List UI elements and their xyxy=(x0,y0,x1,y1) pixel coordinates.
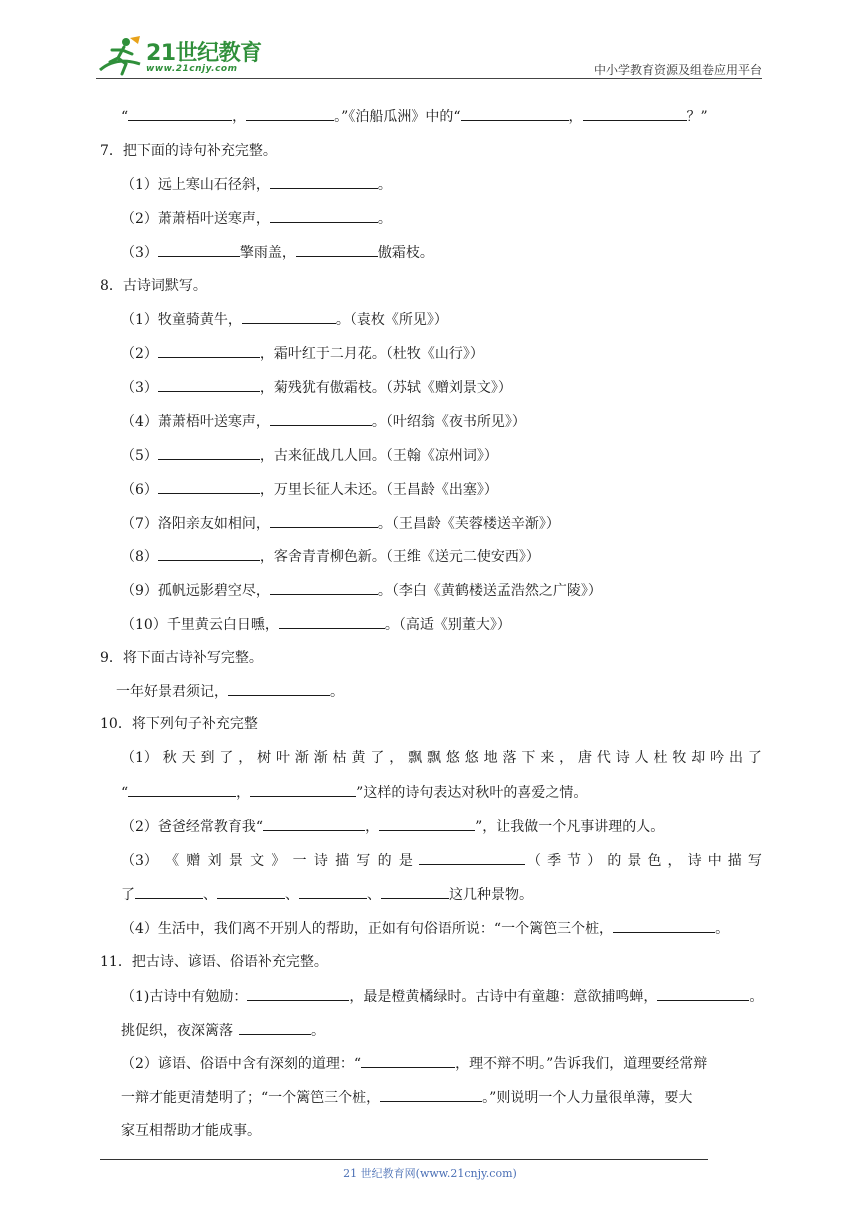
item-source: 。（李白《黄鹤楼送孟浩然之广陵》） xyxy=(377,583,602,599)
footer-text: 21 世纪教育网(www.21cnjy.com) xyxy=(343,1167,517,1180)
item-source: ，霜叶红于二月花。（杜牧《山行》） xyxy=(259,346,484,362)
q8-item-5 xyxy=(121,445,498,466)
q10-s3-line1 xyxy=(121,850,762,871)
item-text: （10）千里黄云白日曛， xyxy=(121,617,279,633)
answer-blank[interactable] xyxy=(263,816,365,831)
answer-blank[interactable] xyxy=(135,884,203,899)
item-text: （1）牧童骑黄牛， xyxy=(121,312,242,328)
item-text: （2）爸爸经常教育我“ xyxy=(121,819,264,835)
char: 渐 xyxy=(313,750,328,766)
question-10-title: 10．将下列句子补充完整 xyxy=(100,716,258,732)
source-text: 。”《泊船瓜洲》中的“ xyxy=(334,109,461,125)
char: 地 xyxy=(483,750,498,766)
logo xyxy=(96,34,266,78)
char: 了 xyxy=(370,750,385,766)
char: 人 xyxy=(634,750,649,766)
item-source: 。（高适《别董大》） xyxy=(384,617,511,633)
char: 黄 xyxy=(351,750,366,766)
char: 赠 xyxy=(186,853,201,869)
char: 了 xyxy=(219,750,234,766)
logo-url: www.21cnjy.com xyxy=(146,64,238,74)
item-text: 了 xyxy=(121,887,135,903)
char: 飘 xyxy=(408,750,423,766)
char: 天 xyxy=(181,750,196,766)
separator: 、 xyxy=(203,887,217,903)
char: 杜 xyxy=(653,750,668,766)
q8-item-9 xyxy=(121,580,602,601)
answer-blank[interactable] xyxy=(247,986,349,1001)
answer-blank[interactable] xyxy=(128,106,232,121)
answer-blank[interactable] xyxy=(239,1020,311,1035)
item-source: ，万里长征人未还。（王昌龄《出塞》） xyxy=(259,482,498,498)
char: 落 xyxy=(502,750,517,766)
period: 。 xyxy=(330,684,344,700)
item-text: （7）洛阳亲友如相问， xyxy=(121,516,270,532)
char: 了 xyxy=(747,750,762,766)
answer-blank[interactable] xyxy=(242,309,336,324)
item-source: 。（叶绍翁《夜书所见》） xyxy=(371,414,526,430)
char: ） xyxy=(587,853,602,869)
item-text: （2）萧萧梧叶送寒声， xyxy=(121,211,270,227)
period: 。 xyxy=(377,211,392,227)
char: （3） xyxy=(121,853,158,869)
q11-a-line2 xyxy=(121,1020,325,1041)
q10-s1-line2 xyxy=(121,782,587,803)
char: 代 xyxy=(596,750,611,766)
char: 诗 xyxy=(313,853,328,869)
question-9-title: 9．将下面古诗补写完整。 xyxy=(100,650,263,666)
char: 飘 xyxy=(427,750,442,766)
item-text: 这几种景物。 xyxy=(449,887,533,903)
answer-blank[interactable] xyxy=(246,106,334,121)
item-text: 傲霜枝。 xyxy=(377,245,434,261)
q8-item-1 xyxy=(121,309,448,330)
q10-s3-line2 xyxy=(121,884,533,905)
char: ， xyxy=(238,750,253,766)
comma: ， xyxy=(236,785,251,801)
char: 色 xyxy=(647,853,662,869)
answer-blank[interactable] xyxy=(158,479,260,494)
answer-blank[interactable] xyxy=(270,513,378,528)
item-text: 。”则说明一个人力量很单薄，要大 xyxy=(482,1090,693,1106)
item-text: 挑促织，夜深篱落 xyxy=(121,1023,233,1039)
item-source: ，客舍青青柳色新。（王维《送元二使安西》） xyxy=(259,549,540,565)
quote-open: “ xyxy=(121,109,129,125)
item-text: （5） xyxy=(121,448,158,464)
char: 写 xyxy=(747,853,762,869)
char: 唐 xyxy=(578,750,593,766)
char: 描 xyxy=(335,853,350,869)
item-text: （1)古诗中有勉励： xyxy=(121,989,248,1005)
answer-blank[interactable] xyxy=(361,1053,455,1068)
item-text: ，理不辩不明。”告诉我们，道理要经常辩 xyxy=(455,1056,708,1072)
q8-item-10 xyxy=(121,614,511,635)
item-text: （6） xyxy=(121,482,158,498)
char: ， xyxy=(667,853,682,869)
q8-item-2 xyxy=(121,343,484,364)
q8-item-8 xyxy=(121,546,540,567)
char: 描 xyxy=(727,853,742,869)
answer-blank[interactable] xyxy=(158,445,260,460)
char: 诗 xyxy=(687,853,702,869)
answer-blank[interactable] xyxy=(583,106,687,121)
item-text: （1）远上寒山石径斜， xyxy=(121,177,270,193)
q10-s3-part-a xyxy=(121,851,413,871)
q11-a-line1 xyxy=(121,986,763,1007)
answer-blank[interactable] xyxy=(158,343,260,358)
q10-s1-line1 xyxy=(121,748,762,768)
item-text: ”这样的诗句表达对秋叶的喜爱之情。 xyxy=(356,785,588,801)
char: 下 xyxy=(521,750,536,766)
item-text: （8） xyxy=(121,549,158,565)
separator: 、 xyxy=(367,887,381,903)
q8-item-7 xyxy=(121,513,560,534)
separator: 、 xyxy=(285,887,299,903)
char: 文 xyxy=(250,853,265,869)
char: 秋 xyxy=(162,750,177,766)
q8-item-6 xyxy=(121,479,498,500)
item-source: ，古来征战几人回。（王翰《凉州词》） xyxy=(259,448,498,464)
answer-blank[interactable] xyxy=(461,106,569,121)
char: 诗 xyxy=(615,750,630,766)
char: 《 xyxy=(165,853,180,869)
item-text: （3） xyxy=(121,380,158,396)
question-11-title: 11．把古诗、谚语、俗语补充完整。 xyxy=(100,954,328,970)
char: 是 xyxy=(398,853,413,869)
char: 牧 xyxy=(672,750,687,766)
q8-item-3 xyxy=(121,377,512,398)
answer-blank[interactable] xyxy=(217,884,285,899)
item-text: （4）萧萧梧叶送寒声， xyxy=(121,414,270,430)
answer-blank[interactable] xyxy=(279,614,385,629)
q8-item-4 xyxy=(121,411,526,432)
char: 节 xyxy=(567,853,582,869)
item-text: （4）生活中，我们离不开别人的帮助，正如有句俗语所说：“一个篱笆三个桩， xyxy=(121,921,614,937)
answer-blank[interactable] xyxy=(419,850,525,865)
footer-divider xyxy=(100,1159,708,1160)
q11-b-line2 xyxy=(121,1087,692,1108)
answer-blank[interactable] xyxy=(270,174,378,189)
question-7-title: 7．把下面的诗句补充完整。 xyxy=(100,143,277,159)
answer-blank[interactable] xyxy=(379,816,475,831)
q7-item-1 xyxy=(121,174,392,195)
char: （ xyxy=(527,853,541,869)
char: ， xyxy=(559,750,574,766)
period: 。 xyxy=(311,1023,325,1039)
char: 却 xyxy=(691,750,706,766)
item-text: （2） xyxy=(121,346,158,362)
q10-s4 xyxy=(121,918,729,939)
answer-blank[interactable] xyxy=(270,208,378,223)
q7-item-3 xyxy=(121,242,434,263)
answer-blank[interactable] xyxy=(128,782,236,797)
q11-b-line1 xyxy=(121,1053,707,1074)
q10-s3-part-b xyxy=(527,851,762,871)
char: 悠 xyxy=(445,750,460,766)
char: 中 xyxy=(707,853,722,869)
item-text: 一年好景君须记， xyxy=(116,684,228,700)
answer-blank[interactable] xyxy=(381,884,449,899)
char: ， xyxy=(389,750,404,766)
char: 叶 xyxy=(276,750,291,766)
period: 。 xyxy=(715,921,730,937)
comma: ， xyxy=(568,109,583,125)
q11-b-line3: 家互相帮助才能成事。 xyxy=(121,1123,261,1139)
answer-blank[interactable] xyxy=(296,242,378,257)
q7-item-2 xyxy=(121,208,392,229)
header-divider xyxy=(96,78,762,79)
answer-blank[interactable] xyxy=(270,580,378,595)
char: （1） xyxy=(121,750,158,766)
answer-blank[interactable] xyxy=(380,1087,482,1102)
char: 出 xyxy=(729,750,744,766)
runner-logo-icon xyxy=(96,34,144,78)
item-text: 擎雨盖， xyxy=(239,245,296,261)
char: 》 xyxy=(271,853,286,869)
item-text: ”，让我做一个凡事讲理的人。 xyxy=(475,819,665,835)
answer-blank[interactable] xyxy=(250,782,356,797)
answer-blank[interactable] xyxy=(299,884,367,899)
logo-text: 21世纪教育 xyxy=(146,41,262,66)
char: 来 xyxy=(540,750,555,766)
item-text: （9）孤帆远影碧空尽， xyxy=(121,583,270,599)
char: 写 xyxy=(356,853,371,869)
q9-line xyxy=(116,681,344,702)
answer-blank[interactable] xyxy=(270,411,372,426)
char: 季 xyxy=(547,853,562,869)
quote-open: “ xyxy=(121,785,129,801)
char: 景 xyxy=(228,853,243,869)
item-source: ，菊残犹有傲霜枝。（苏轼《赠刘景文》） xyxy=(259,380,512,396)
period: 。 xyxy=(749,989,764,1005)
answer-blank[interactable] xyxy=(158,546,260,561)
char: 吟 xyxy=(710,750,725,766)
char: 刘 xyxy=(207,853,222,869)
q10-s2 xyxy=(121,816,664,837)
page-header xyxy=(96,28,762,80)
item-text: ，最是橙黄橘绿时。古诗中有童趣：意欲捕鸣蝉， xyxy=(349,989,658,1005)
char: 树 xyxy=(257,750,272,766)
char: 悠 xyxy=(464,750,479,766)
platform-title: 中小学教育资源及组卷应用平台 xyxy=(593,63,762,77)
item-text: （2）谚语、俗语中含有深刻的道理：“ xyxy=(121,1056,362,1072)
answer-blank[interactable] xyxy=(657,986,749,1001)
char: 到 xyxy=(200,750,215,766)
item-number: （3） xyxy=(121,245,158,261)
top-continuation-line xyxy=(121,106,708,127)
char: 渐 xyxy=(294,750,309,766)
quote-close: ？” xyxy=(686,109,708,125)
answer-blank[interactable] xyxy=(158,377,260,392)
char: 一 xyxy=(292,853,307,869)
item-source: 。（袁枚《所见》） xyxy=(335,312,448,328)
char: 景 xyxy=(627,853,642,869)
char: 的 xyxy=(607,853,622,869)
question-8-title: 8．古诗词默写。 xyxy=(100,278,207,294)
answer-blank[interactable] xyxy=(228,681,330,696)
char: 的 xyxy=(377,853,392,869)
char: 枯 xyxy=(332,750,347,766)
answer-blank[interactable] xyxy=(158,242,240,257)
period: 。 xyxy=(377,177,392,193)
answer-blank[interactable] xyxy=(613,918,715,933)
item-text: 一辩才能更清楚明了；“一个篱笆三个桩， xyxy=(121,1090,381,1106)
item-source: 。（王昌龄《芙蓉楼送辛渐》） xyxy=(377,516,560,532)
comma: ， xyxy=(365,819,380,835)
comma: ， xyxy=(232,109,247,125)
